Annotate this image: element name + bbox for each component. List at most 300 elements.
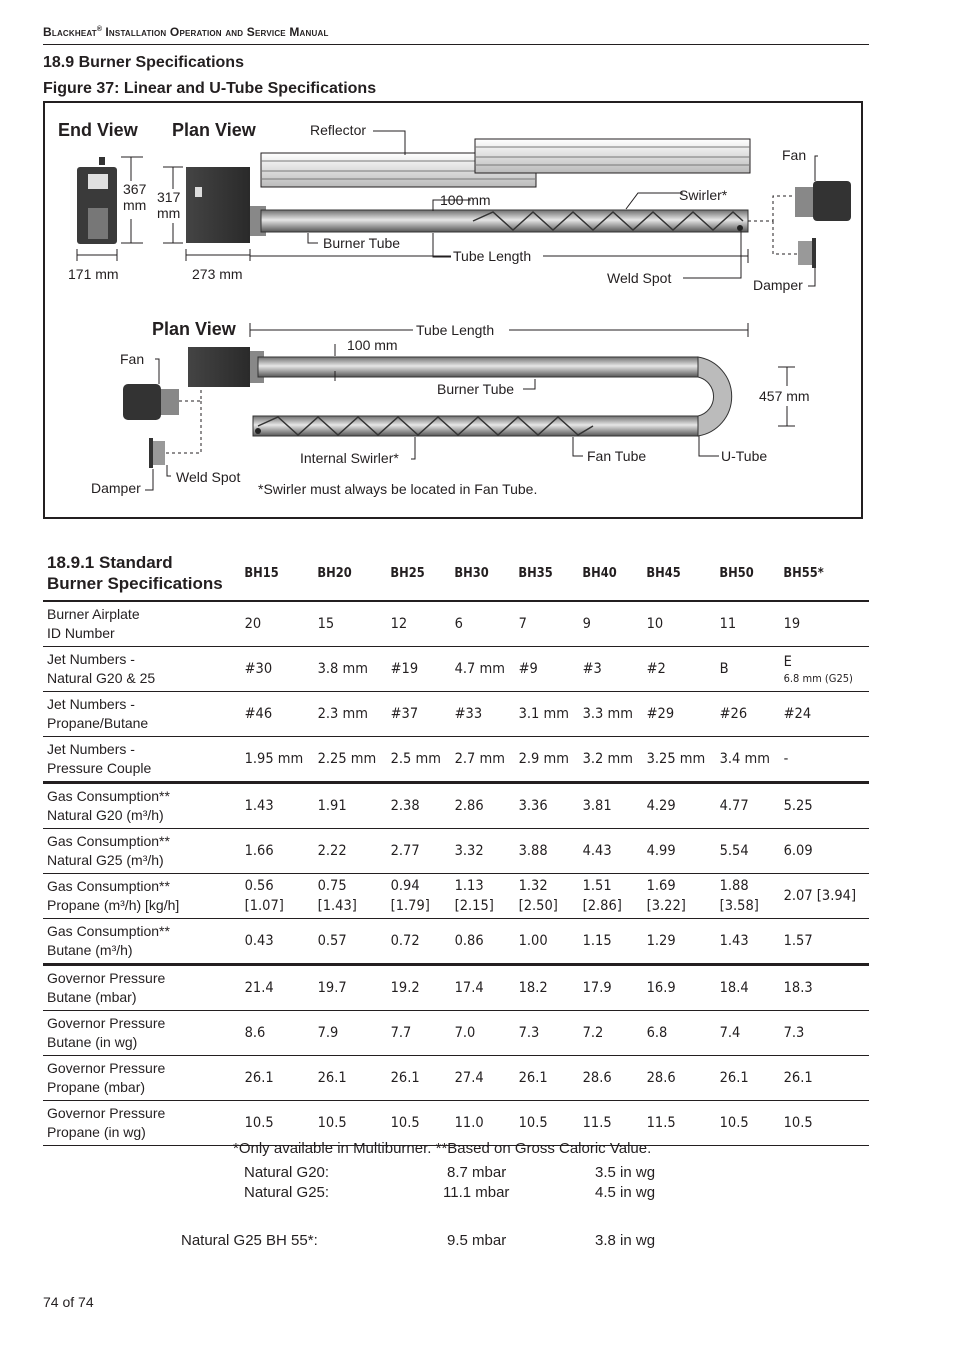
- table-row: [43, 874, 869, 919]
- dim-367: 367 mm: [123, 181, 147, 213]
- table-row: [43, 737, 869, 783]
- value-cell: [241, 874, 307, 919]
- parameter-cell: [43, 647, 241, 692]
- value-text: #9: [518, 661, 539, 677]
- parameter-cell: [43, 874, 241, 919]
- swirler-note: *Swirler must always be located in Fan Tube.: [258, 481, 538, 497]
- value-text: 7.3: [783, 1025, 805, 1041]
- value-cell: [314, 647, 380, 692]
- parameter-cell: [43, 783, 241, 829]
- parameter-line1: Governor Pressure: [47, 1060, 166, 1076]
- value-text: #29: [646, 706, 675, 722]
- value-text: 0.43: [244, 933, 274, 949]
- value-cell: [515, 737, 573, 783]
- value-cell: [780, 1101, 860, 1146]
- reflector-label: Reflector: [310, 122, 367, 138]
- burner-spec-table: [43, 550, 869, 1146]
- value-cell: [643, 1101, 709, 1146]
- value-cell: [643, 647, 709, 692]
- table-row: [43, 783, 869, 829]
- fan-unit-bottom: [123, 384, 179, 468]
- parameter-line1: Jet Numbers -: [47, 696, 135, 712]
- value-cell: [451, 874, 509, 919]
- value-text: -: [783, 751, 789, 767]
- value-text: 10.5: [783, 1115, 814, 1131]
- value-cell: [387, 737, 445, 783]
- value-text: 2.7 mm: [454, 751, 506, 767]
- value-text: 19.7: [317, 980, 347, 996]
- value-cell: [780, 1011, 860, 1056]
- value-text: 2.86: [454, 798, 485, 814]
- value-text: 1.00: [518, 933, 548, 949]
- value-cell: [387, 829, 445, 874]
- value-cell: [716, 919, 774, 965]
- value-cell: [387, 1101, 445, 1146]
- parameter-cell: [43, 965, 241, 1011]
- value-cell: [780, 874, 860, 919]
- value-text: #26: [720, 706, 748, 722]
- value-cell: [314, 783, 380, 829]
- value-text-2: [1.43]: [317, 898, 358, 914]
- value-text: 15: [317, 616, 335, 632]
- value-cell: [387, 919, 445, 965]
- value-text: 1.95 mm: [244, 751, 304, 767]
- table-row: [43, 1101, 869, 1146]
- parameter-line2: Pressure Couple: [47, 760, 152, 776]
- col-header: BH35: [518, 565, 554, 581]
- damper-label-bottom: Damper: [91, 480, 141, 496]
- value-cell: [387, 1056, 445, 1101]
- value-text: 0.75: [317, 878, 347, 894]
- value-text: 6.09: [783, 843, 814, 859]
- value-cell: [643, 737, 709, 783]
- value-text: #46: [244, 706, 273, 722]
- tube-length-label-bottom: Tube Length: [416, 322, 495, 338]
- col-header: BH40: [582, 565, 617, 581]
- value-cell: [314, 1056, 380, 1101]
- parameter-line2: Propane (mbar): [47, 1079, 146, 1095]
- end-view-housing: [77, 157, 117, 244]
- value-text: 26.1: [783, 1070, 814, 1086]
- value-text: 19: [783, 616, 801, 632]
- value-cell: [579, 1056, 637, 1101]
- value-cell: [579, 692, 637, 737]
- value-cell: [314, 829, 380, 874]
- value-cell: [314, 1101, 380, 1146]
- value-cell: [241, 601, 307, 647]
- value-text: 27.4: [454, 1070, 485, 1086]
- u-tube-label: U-Tube: [721, 448, 768, 464]
- table-row: [43, 919, 869, 965]
- value-cell: [716, 965, 774, 1011]
- value-cell: [314, 965, 380, 1011]
- value-text: 7.0: [454, 1025, 476, 1041]
- table-row: [43, 829, 869, 874]
- table-row: [43, 965, 869, 1011]
- running-header: [43, 25, 329, 39]
- value-text: 11.5: [582, 1115, 612, 1131]
- dim-317: 317 mm: [157, 189, 181, 221]
- value-cell: [241, 829, 307, 874]
- value-cell: [451, 1101, 509, 1146]
- fan-unit-top: [795, 181, 851, 268]
- swirler-label: Swirler*: [679, 187, 728, 203]
- value-text: 4.29: [646, 798, 676, 814]
- parameter-line1: Governor Pressure: [47, 970, 166, 986]
- value-cell: [780, 965, 860, 1011]
- value-text: 3.3 mm: [582, 706, 634, 722]
- value-text: 3.36: [518, 798, 548, 814]
- value-text: #24: [783, 706, 812, 722]
- value-cell: [387, 783, 445, 829]
- value-text: E: [783, 654, 793, 670]
- value-text: 17.4: [454, 980, 485, 996]
- g25-label: Natural G25:: [244, 1184, 330, 1201]
- parameter-cell: [43, 601, 241, 647]
- value-text: 7.9: [317, 1025, 339, 1041]
- value-text: 10.5: [518, 1115, 548, 1131]
- parameter-line2: Natural G20 & 25: [47, 670, 156, 686]
- g20-mbar: 8.7 mbar: [447, 1164, 507, 1181]
- value-cell: [780, 783, 860, 829]
- value-text: 18.2: [518, 980, 548, 996]
- plan-view-housing: [186, 167, 250, 243]
- value-text: 6: [454, 616, 464, 632]
- value-cell: [716, 874, 774, 919]
- parameter-line2: Butane (in wg): [47, 1034, 138, 1050]
- value-cell: [387, 965, 445, 1011]
- reflector-panels: [261, 139, 750, 187]
- col-header: BH15: [244, 565, 279, 581]
- value-text: 3.88: [518, 843, 548, 859]
- g20-wg: 3.5 in wg: [595, 1164, 656, 1181]
- value-cell: [515, 874, 573, 919]
- value-cell: [579, 874, 637, 919]
- value-text: 7.2: [582, 1025, 604, 1041]
- value-cell: [387, 692, 445, 737]
- value-cell: [780, 829, 860, 874]
- value-text: 1.29: [646, 933, 676, 949]
- burner-tube-label-top: Burner Tube: [323, 235, 401, 251]
- parameter-line1: Jet Numbers -: [47, 651, 135, 667]
- value-cell: [579, 783, 637, 829]
- value-text: 1.43: [244, 798, 274, 814]
- value-cell: [387, 1011, 445, 1056]
- value-text: 4.99: [646, 843, 676, 859]
- value-cell: [716, 783, 774, 829]
- col-header: BH50: [719, 565, 755, 581]
- value-cell: [716, 737, 774, 783]
- parameter-cell: [43, 1101, 241, 1146]
- value-text: 11: [720, 616, 737, 632]
- value-text: 4.43: [582, 843, 612, 859]
- col-header: BH25: [390, 565, 426, 581]
- value-cell: [241, 965, 307, 1011]
- value-text: 3.32: [454, 843, 485, 859]
- value-text: #3: [582, 661, 603, 677]
- footnote: *Only available in Multiburner. **Based on Gross Caloric Value.: [233, 1140, 652, 1157]
- value-cell: [579, 1101, 637, 1146]
- value-cell: [643, 919, 709, 965]
- table-row: [43, 1011, 869, 1056]
- value-text: 3.4 mm: [720, 751, 771, 767]
- value-cell: [515, 783, 573, 829]
- value-text: 7: [518, 616, 528, 632]
- value-text: 26.1: [518, 1070, 548, 1086]
- value-text: 18.3: [783, 980, 814, 996]
- value-cell: [716, 1056, 774, 1101]
- parameter-cell: [43, 829, 241, 874]
- value-cell: [314, 919, 380, 965]
- value-text: 0.94: [391, 878, 421, 894]
- value-cell: [780, 737, 860, 783]
- value-text-2: [2.86]: [582, 898, 623, 914]
- value-text: 3.2 mm: [582, 751, 634, 767]
- g25-wg: 4.5 in wg: [595, 1184, 656, 1201]
- value-text: 12: [391, 616, 408, 632]
- value-cell: [716, 1011, 774, 1056]
- damper-label-top: Damper: [753, 277, 803, 293]
- value-text: 11.0: [454, 1115, 485, 1131]
- value-cell: [643, 1011, 709, 1056]
- value-text: 3.8 mm: [317, 661, 369, 677]
- parameter-cell: [43, 919, 241, 965]
- value-cell: [241, 737, 307, 783]
- value-text: 0.57: [317, 933, 347, 949]
- header-reg-mark: ®: [96, 26, 103, 33]
- value-text: B: [720, 661, 729, 677]
- value-text: 17.9: [582, 980, 612, 996]
- parameter-cell: [43, 1056, 241, 1101]
- value-cell: [579, 919, 637, 965]
- value-cell: [515, 1101, 573, 1146]
- dim-273: 273 mm: [192, 266, 243, 282]
- value-cell: [241, 647, 307, 692]
- value-text: 1.43: [720, 933, 750, 949]
- value-cell: [780, 1056, 860, 1101]
- parameter-line1: Jet Numbers -: [47, 741, 135, 757]
- value-text-2: [3.58]: [720, 898, 760, 914]
- value-text: 6.8: [646, 1025, 668, 1041]
- fan-housing-bottom: [188, 347, 264, 387]
- value-cell: [314, 1011, 380, 1056]
- value-cell: [716, 829, 774, 874]
- value-text: 26.1: [391, 1070, 421, 1086]
- parameter-line2: Butane (m³/h): [47, 942, 133, 958]
- value-cell: [241, 1056, 307, 1101]
- value-text: 1.66: [244, 843, 274, 859]
- end-view-label: End View: [58, 120, 138, 140]
- value-text: 7.3: [518, 1025, 540, 1041]
- g25-mbar: 11.1 mbar: [443, 1184, 510, 1201]
- value-cell: [515, 829, 573, 874]
- value-cell: [579, 1011, 637, 1056]
- value-cell: [579, 829, 637, 874]
- parameter-cell: [43, 692, 241, 737]
- value-cell: [451, 1011, 509, 1056]
- value-cell: [579, 647, 637, 692]
- value-cell: [451, 1056, 509, 1101]
- parameter-line1: Gas Consumption**: [47, 788, 170, 804]
- value-text: #2: [646, 661, 667, 677]
- value-cell: [314, 601, 380, 647]
- value-text: 10.5: [317, 1115, 347, 1131]
- parameter-line2: Butane (mbar): [47, 989, 137, 1005]
- value-text-2: [2.15]: [454, 898, 495, 914]
- value-text-2: [3.22]: [646, 898, 687, 914]
- value-text: 0.72: [391, 933, 421, 949]
- value-cell: [515, 1011, 573, 1056]
- dim-457: 457 mm: [759, 388, 810, 404]
- parameter-line1: Gas Consumption**: [47, 923, 170, 939]
- value-cell: [780, 919, 860, 965]
- value-cell: [579, 601, 637, 647]
- value-cell: [643, 1056, 709, 1101]
- value-text: 5.54: [720, 843, 750, 859]
- value-cell: [643, 783, 709, 829]
- figure-title: Figure 37: Linear and U-Tube Specifications: [43, 80, 377, 97]
- value-text: 3.81: [582, 798, 612, 814]
- burner-tube-label-bottom: Burner Tube: [437, 381, 515, 397]
- value-cell: [515, 601, 573, 647]
- value-text: 18.4: [720, 980, 750, 996]
- value-cell: [241, 919, 307, 965]
- value-text: 1.57: [783, 933, 814, 949]
- value-text: 7.7: [391, 1025, 412, 1041]
- g25-bh55-label: Natural G25 BH 55*:: [181, 1232, 318, 1249]
- weld-spot-label-top: Weld Spot: [607, 270, 672, 286]
- table-title: 18.9.1 Standard Burner Specifications: [47, 553, 223, 593]
- parameter-line1: Gas Consumption**: [47, 833, 170, 849]
- value-text: 10.5: [720, 1115, 750, 1131]
- value-cell: [780, 692, 860, 737]
- value-cell: [643, 692, 709, 737]
- value-text: #37: [391, 706, 419, 722]
- dim-171: 171 mm: [68, 266, 119, 282]
- value-text: 2.38: [391, 798, 421, 814]
- fan-tube-label: Fan Tube: [587, 448, 647, 464]
- value-cell: [515, 919, 573, 965]
- header-brand: Blackheat: [43, 25, 97, 39]
- value-text: 26.1: [317, 1070, 347, 1086]
- value-text: 2.77: [391, 843, 421, 859]
- value-text: 3.25 mm: [646, 751, 706, 767]
- value-text: 28.6: [646, 1070, 676, 1086]
- parameter-line1: Governor Pressure: [47, 1105, 166, 1121]
- value-text: 10.5: [244, 1115, 274, 1131]
- g20-label: Natural G20:: [244, 1164, 330, 1181]
- parameter-line2: ID Number: [47, 625, 115, 641]
- value-cell: [515, 1056, 573, 1101]
- page-number: 74 of 74: [43, 1294, 94, 1310]
- linear-burner-tube: [250, 206, 748, 236]
- parameter-line2: Propane (in wg): [47, 1124, 146, 1140]
- connection-lines-top: [748, 196, 798, 254]
- value-cell: [241, 783, 307, 829]
- value-cell: [643, 829, 709, 874]
- value-text: 20: [244, 616, 262, 632]
- internal-swirler-label: Internal Swirler*: [300, 450, 399, 466]
- value-text: 9: [582, 616, 592, 632]
- value-text-2: [1.79]: [391, 898, 431, 914]
- value-text: 2.22: [317, 843, 347, 859]
- value-text: 11.5: [646, 1115, 676, 1131]
- value-text: 0.86: [454, 933, 485, 949]
- value-text: #30: [244, 661, 273, 677]
- value-text: 10: [646, 616, 664, 632]
- value-cell: [387, 874, 445, 919]
- table-body: [43, 601, 869, 1146]
- value-text: 2.07 [3.94]: [783, 888, 857, 904]
- value-cell: [716, 601, 774, 647]
- value-text: 26.1: [244, 1070, 274, 1086]
- value-cell: [314, 874, 380, 919]
- value-text: 4.77: [720, 798, 750, 814]
- value-text: 2.3 mm: [317, 706, 369, 722]
- parameter-line2: Natural G25 (m³/h): [47, 852, 164, 868]
- g25-bh55-wg: 3.8 in wg: [595, 1232, 656, 1249]
- header-rule: [43, 44, 869, 45]
- parameter-cell: [43, 1011, 241, 1056]
- value-cell: [451, 783, 509, 829]
- value-cell: [451, 919, 509, 965]
- value-cell: [314, 692, 380, 737]
- value-text: 2.25 mm: [317, 751, 377, 767]
- table-row: [43, 601, 869, 647]
- table-row: [43, 1056, 869, 1101]
- value-cell: [314, 737, 380, 783]
- value-text: 2.5 mm: [391, 751, 442, 767]
- table-row: [43, 647, 869, 692]
- value-cell: [241, 692, 307, 737]
- value-text: 26.1: [720, 1070, 750, 1086]
- value-cell: [716, 1101, 774, 1146]
- value-cell: [780, 601, 860, 647]
- value-cell: [451, 647, 509, 692]
- value-text-2: [1.07]: [244, 898, 284, 914]
- parameter-line1: Burner Airplate: [47, 606, 140, 622]
- parameter-line1: Governor Pressure: [47, 1015, 166, 1031]
- fan-label-bottom: Fan: [120, 351, 145, 367]
- value-text: 1.15: [582, 933, 612, 949]
- value-text: 3.1 mm: [518, 706, 570, 722]
- fan-label-top: Fan: [782, 147, 807, 163]
- value-cell: [451, 737, 509, 783]
- col-header: BH20: [317, 565, 352, 581]
- value-cell: [643, 601, 709, 647]
- plan-view-label-bottom: Plan View: [152, 319, 236, 339]
- parameter-cell: [43, 737, 241, 783]
- col-header: BH30: [454, 565, 490, 581]
- value-cell: [716, 692, 774, 737]
- value-cell: [451, 965, 509, 1011]
- value-cell: [579, 737, 637, 783]
- value-text: 19.2: [391, 980, 421, 996]
- value-text: #33: [454, 706, 483, 722]
- parameter-line2: Natural G20 (m³/h): [47, 807, 164, 823]
- value-text: 1.91: [317, 798, 347, 814]
- distance-100mm-top: 100 mm: [440, 192, 491, 208]
- value-text: 1.13: [454, 878, 485, 894]
- value-cell: [643, 874, 709, 919]
- value-cell: [387, 601, 445, 647]
- value-cell: [716, 647, 774, 692]
- table-row: [43, 692, 869, 737]
- value-text: 1.69: [646, 878, 676, 894]
- value-text: 8.6: [244, 1025, 266, 1041]
- value-cell: [451, 829, 509, 874]
- parameter-line1: Gas Consumption**: [47, 878, 170, 894]
